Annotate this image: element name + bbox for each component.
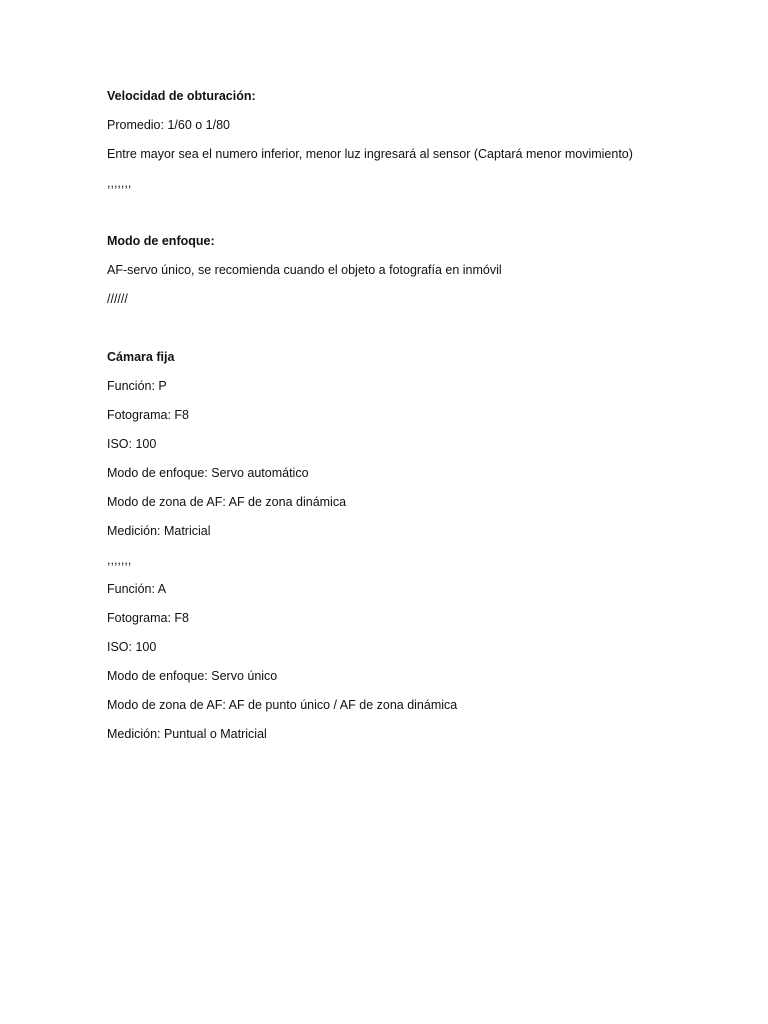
heading-shutter-speed: Velocidad de obturación:: [107, 89, 256, 103]
separator-commas: ,,,,,,,: [107, 176, 132, 190]
text-explanation: Entre mayor sea el numero inferior, menor luz ingresará al sensor (Captará menor movimiento): [107, 147, 633, 161]
text-af-zone-point: Modo de zona de AF: AF de punto único / AF de zona dinámica: [107, 698, 458, 712]
text-frame-f8: Fotograma: F8: [107, 611, 189, 625]
separator-commas: ,,,,,,,: [107, 553, 132, 567]
blank-line: [107, 320, 727, 336]
text-iso-100: ISO: 100: [107, 437, 157, 451]
text-metering-matrix: Medición: Matricial: [107, 524, 211, 538]
text-focus-auto: Modo de enfoque: Servo automático: [107, 466, 309, 480]
heading-fixed-camera: Cámara fija: [107, 350, 175, 364]
heading-focus-mode: Modo de enfoque:: [107, 234, 215, 248]
text-frame-f8: Fotograma: F8: [107, 408, 189, 422]
text-function-p: Función: P: [107, 379, 167, 393]
text-iso-100: ISO: 100: [107, 640, 157, 654]
document-page: [107, 88, 727, 755]
blank-line: [107, 204, 727, 220]
text-average: Promedio: 1/60 o 1/80: [107, 118, 230, 132]
text-metering-spot: Medición: Puntual o Matricial: [107, 727, 267, 741]
separator-slashes: //////: [107, 292, 128, 306]
text-focus-single: Modo de enfoque: Servo único: [107, 669, 278, 683]
text-af-zone-dynamic: Modo de zona de AF: AF de zona dinámica: [107, 495, 347, 509]
text-af-servo: AF-servo único, se recomienda cuando el objeto a fotografía en inmóvil: [107, 263, 502, 277]
text-function-a: Función: A: [107, 582, 167, 596]
